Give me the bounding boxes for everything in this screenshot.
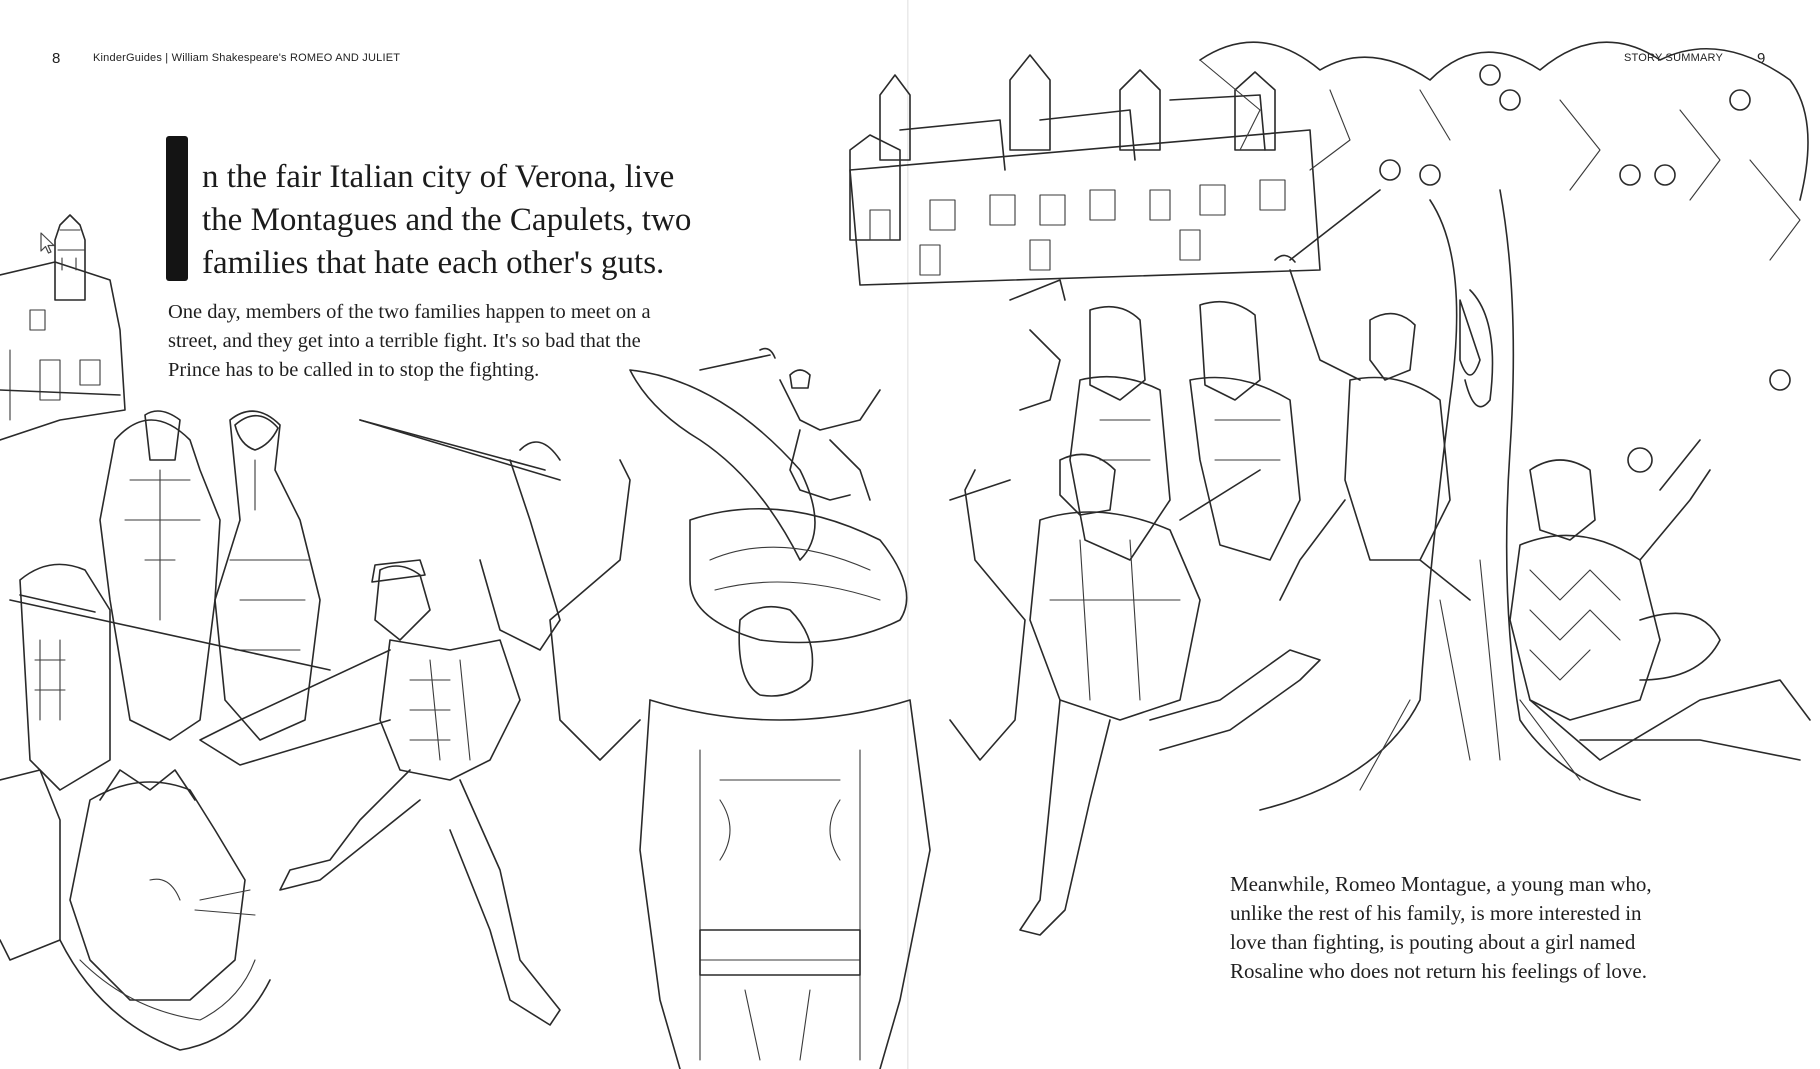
paragraph-1-line-2: street, and they get into a terrible fight. It's so bad that the [168,330,641,352]
town-skyline [850,55,1320,285]
lead-line-2: the Montagues and the Capulets, two [202,202,692,238]
left-swordsman [0,564,330,960]
paragraph-fight [168,298,768,385]
page-number-left: 8 [52,50,61,67]
dagger-man [1275,190,1470,600]
running-head-right: STORY SUMMARY [1624,52,1723,64]
tree [1200,42,1808,810]
romeo-seated [1510,440,1810,760]
paragraph-2-line-1: Meanwhile, Romeo Montague, a young man who, [1230,872,1652,896]
mouse-cursor-icon [40,232,56,256]
paragraph-romeo [1230,870,1750,986]
paragraph-2-line-4: Rosaline who does not return his feelings of love. [1230,959,1648,983]
drop-cap-i [166,136,188,281]
lead-line-1: n the fair Italian city of Verona, live [202,159,675,195]
bearded-man [60,770,270,1050]
royal-couple [100,411,320,740]
running-swordsman [200,420,560,1025]
noble-group [1010,280,1300,560]
lead-paragraph [202,156,802,285]
prince-figure [550,370,1025,1069]
page-number-right: 9 [1757,50,1766,67]
running-head-left: KinderGuides | William Shakespeare's ROMEO AND JULIET [93,52,401,64]
paragraph-2-line-2: unlike the rest of his family, is more interested in [1230,901,1642,925]
left-buildings [0,215,125,440]
paragraph-1-line-1: One day, members of the two families happen to meet on a [168,301,651,323]
lead-line-3: families that hate each other's guts. [202,245,665,281]
paragraph-2-line-3: love than fighting, is pouting about a girl named [1230,930,1636,954]
paragraph-1-line-3: Prince has to be called in to stop the fighting. [168,359,540,381]
running-romeo-friend [950,454,1320,935]
